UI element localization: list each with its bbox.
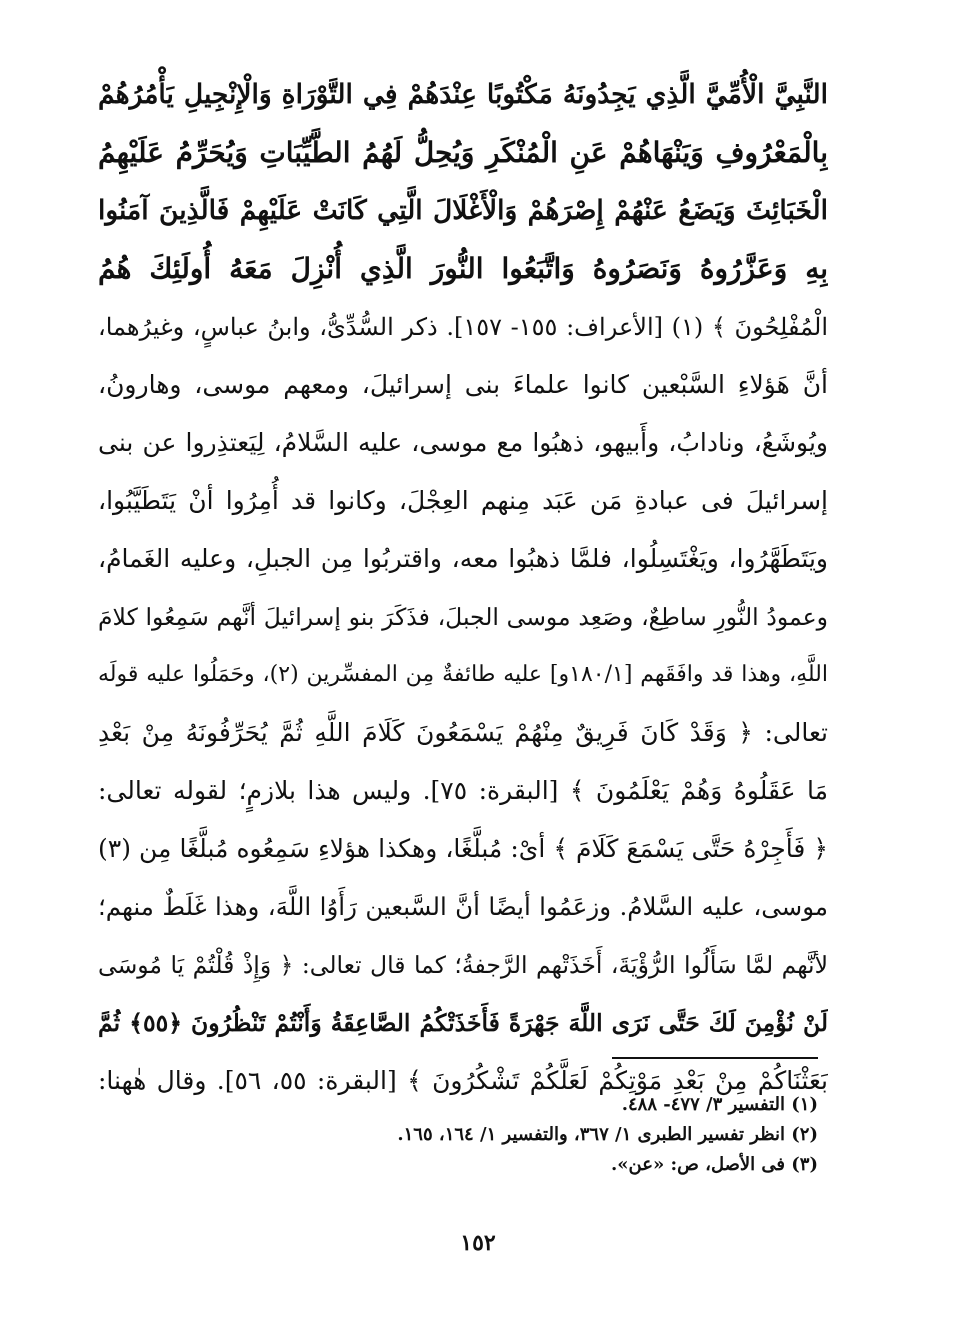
text-line: مَا عَقَلُوهُ وَهُمْ يَعْلَمُونَ ﴾ [البقرة: ٧٥]. وليس هذا بلازمٍ؛ لقوله تعالى: xyxy=(98,776,828,805)
text-line: بِالْمَعْرُوفِ وَيَنْهَاهُمْ عَنِ الْمُنْكَرِ وَيُحِلُّ لَهُمُ الطَّيِّبَاتِ وَيُحَرِّمُ عَلَيْهِمُ xyxy=(98,136,828,169)
page-number: ١٥٢ xyxy=(460,1230,496,1256)
text-line: إسرائيلَ فى عبادةِ مَن عَبَد مِنهم العِجْلَ، وكانوا قد أُمِرُوا أنْ يَتَطَيَّبُوا، xyxy=(98,486,828,515)
footnote: (٣) فى الأصل، ص: «عن». xyxy=(610,1154,818,1175)
footnotes xyxy=(300,1090,818,1180)
text-line: لأنَّهم لمَّا سَأَلُوا الرُّؤْيَةَ، أَخَذَتْهم الرَّجفةُ؛ كما قال تعالى: ﴿ وَإِذْ قُلْتُمْ يَا مُوسَى xyxy=(98,951,828,979)
text-line: ويَتَطَهَّرُوا، ويَغْتَسِلُوا، فلمَّا ذهبُوا معه، واقتربُوا مِن الجبلِ، وعليه الغَمامُ، xyxy=(98,544,828,573)
footnote-divider xyxy=(612,1057,818,1059)
text-line: ويُوشَعُ، ونادابُ، وأَبيهو، ذهبُوا مع موسى، عليه السَّلامُ، لِيَعتذِروا عن بنى xyxy=(98,428,828,457)
text-line: وعمودُ النُّورِ ساطِعٌ، وصَعِد موسى الجبلَ، فذَكَرَ بنو إسرائيلَ أنَّهم سَمِعُوا كلامَ xyxy=(98,603,828,631)
text-line: أنَّ هَؤلاءِ السَّبْعين كانوا علماءَ بنى إسرائيلَ، ومعهم موسى، وهارونُ، xyxy=(98,370,828,399)
text-line: الْمُفْلِحُونَ ﴾ (١) [الأعراف: ١٥٥- ١٥٧]. ذكر السُّدِّىُّ، وابنُ عباسٍ، وغيرُهما، xyxy=(98,313,828,341)
text-line: ﴿ فَأَجِرْهُ حَتَّى يَسْمَعَ كَلَامَ ﴾ أىْ: مُبلَّغًا، وهكذا هؤلاءِ سَمِعُوه مُبلَّغًا مِن (٣) xyxy=(98,834,828,863)
text-line: لَنْ نُؤْمِنَ لَكَ حَتَّى نَرَى اللَّهَ جَهْرَةً فَأَخَذَتْكُمُ الصَّاعِقَةُ وَأَنْتُمْ تَنْظُرُونَ ﴿٥٥﴾ ثُمَّ xyxy=(98,1009,828,1037)
text-line: تعالى: ﴿ وَقَدْ كَانَ فَرِيقٌ مِنْهُمْ يَسْمَعُونَ كَلَامَ اللَّهِ ثُمَّ يُحَرِّفُونَهُ مِنْ بَعْدِ xyxy=(98,718,828,747)
text-line: اللَّهِ، وهذا قد وافَقَهم [١٨٠/١و] عليه طائفةٌ مِن المفسِّرين (٢)، وحَمَلُوا عليه قولَه xyxy=(98,662,828,687)
text-line: النَّبِيَّ الْأُمِّيَّ الَّذِي يَجِدُونَهُ مَكْتُوبًا عِنْدَهُمْ فِي التَّوْرَاةِ وَالْإِنْجِيلِ يَأْمُرُهُمْ xyxy=(98,79,828,110)
body-text xyxy=(98,66,828,1110)
text-line: الْخَبَائِثَ وَيَضَعُ عَنْهُمْ إِصْرَهُمْ وَالْأَغْلَالَ الَّتِي كَانَتْ عَلَيْهِمْ فَالَّذِينَ آمَنُوا xyxy=(98,195,828,226)
footnote: (٢) انظر تفسير الطبرى ١/ ٣٦٧، والتفسير ١/ ١٦٤، ١٦٥. xyxy=(397,1124,818,1145)
text-line: موسى، عليه السَّلامُ. وزعَمُوا أيضًا أنَّ السَّبعين رَأَوُا اللَّهَ، وهذا غَلَطٌ منهم؛ xyxy=(98,892,828,921)
text-line: بِهِ وَعَزَّرُوهُ وَنَصَرُوهُ وَاتَّبَعُوا النُّورَ الَّذِي أُنْزِلَ مَعَهُ أُولَئِكَ هُمُ xyxy=(98,252,828,285)
footnote: (١) التفسير ٣/ ٤٧٧- ٤٨٨. xyxy=(621,1094,818,1115)
text-line: بَعَثْنَاكُمْ مِنْ بَعْدِ مَوْتِكُمْ لَعَلَّكُمْ تَشْكُرُونَ ﴾ [البقرة: ٥٥، ٥٦]. وقال هٰهنا: xyxy=(98,1066,828,1095)
